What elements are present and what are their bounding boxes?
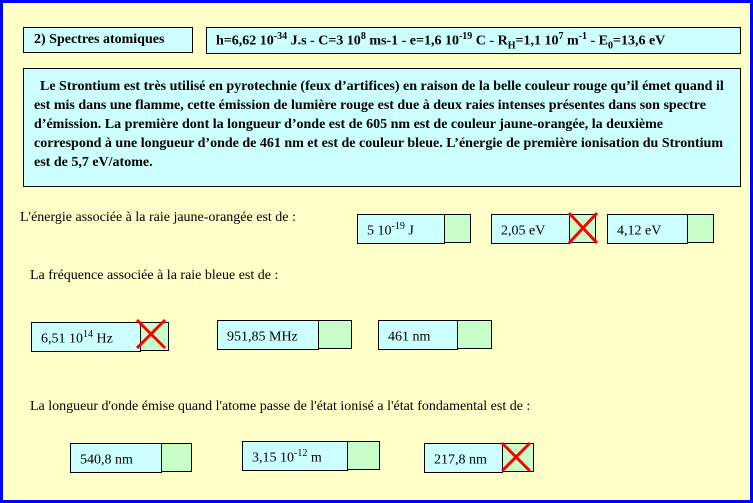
q2-answer-2: 951,85 MHz (217, 320, 319, 350)
q3-answer-2: 3,15 $10^{-12}$ m (242, 441, 348, 471)
statement-text: Le Strontium est très utilisé en pyrotechnie (feux d’artifices) en raison de la belle couleur rouge qu’il émet quand il est mis dans une flamme, cette émission de lumière rouge est due à deux raies intenses présentes dans son spectre d’émission. La première dont la longueur d’onde est de 605 nm est de couleur jaune-orangée, la deuxième correspond à une longueur d’onde de 461 nm et est de couleur bleue. L’énergie de première ionisation du Strontium est de 5,7 eV/atome. (34, 79, 724, 170)
const-c: J.s - C=3 10 (287, 33, 361, 49)
page-frame (3, 3, 750, 500)
cross-mark-icon (134, 317, 168, 351)
section-title: 2) Spectres atomiques (23, 27, 193, 53)
const-rh-val: =1,1 10 (515, 33, 559, 49)
question-2-text: La fréquence associée à la raie bleue est de : (30, 268, 279, 283)
constants-box (206, 27, 741, 54)
q3-answer-1: 540,8 nm (70, 443, 162, 473)
q2-answer-2-checkbox[interactable] (318, 320, 352, 349)
const-h: h=6,62 10 (216, 33, 274, 49)
const-rh-unit-exp: -1 (578, 31, 587, 42)
question-3-text: La longueur d'onde émise quand l'atome passe de l'état ionisé a l'état fondamental est de : (30, 399, 531, 414)
cross-mark-icon (499, 440, 533, 474)
const-rh: C - R (472, 33, 508, 49)
q1-answer-1: 5 $10^{-19}$ J (357, 214, 445, 244)
const-rh-exp: 7 (558, 31, 564, 42)
q1-answer-3: 4,12 eV (607, 214, 688, 244)
const-e0-val: =13,6 eV (612, 33, 666, 49)
question-1-text: L'énergie associée à la raie jaune-orangée est de : (20, 210, 296, 225)
q1-answer-2: 2,05 eV (491, 214, 570, 244)
const-e-exp: -19 (458, 31, 473, 42)
q3-answer-3: 217,8 nm (424, 443, 503, 473)
cross-mark-icon (566, 210, 600, 246)
q1-answer-3-checkbox[interactable] (687, 214, 714, 243)
q3-answer-2-checkbox[interactable] (347, 441, 380, 470)
q3-answer-1-checkbox[interactable] (161, 443, 192, 472)
q2-answer-3-checkbox[interactable] (457, 320, 492, 349)
const-rh-unit: m (563, 33, 579, 49)
q1-answer-1-checkbox[interactable] (444, 214, 471, 243)
q2-answer-1: 6,51 $10^{14}$ Hz (31, 322, 141, 352)
problem-statement (23, 68, 741, 187)
const-e: ms-1 - e=1,6 10 (365, 33, 459, 49)
q2-answer-3: 461 nm (378, 320, 458, 350)
const-e0: - E (586, 33, 608, 49)
const-rh-sub: H (507, 40, 516, 52)
const-h-exp: -34 (273, 31, 288, 42)
const-c-exp: 8 (360, 31, 366, 42)
const-e0-sub: 0 (607, 40, 613, 52)
